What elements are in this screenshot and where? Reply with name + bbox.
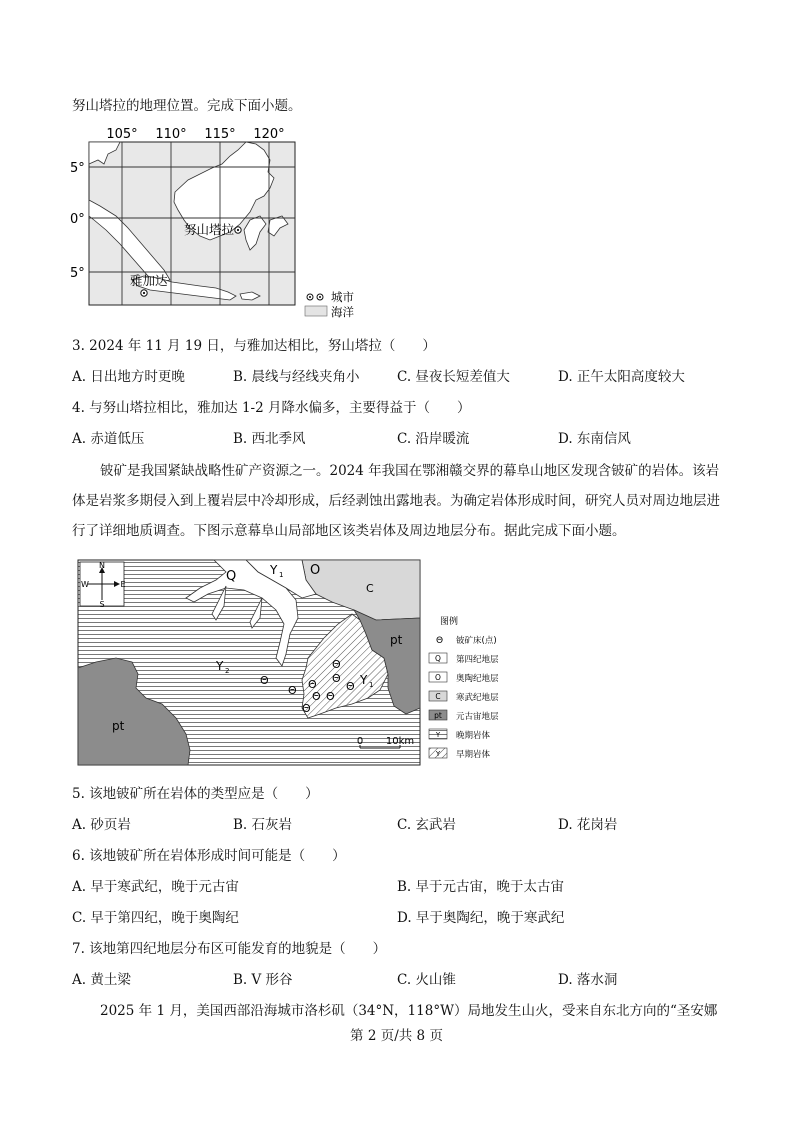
legend-ocean-label: 海洋 (331, 305, 354, 319)
mufushan-geology-map (76, 558, 522, 770)
legend-city-label: 城市 (331, 290, 354, 304)
q4-option-b[interactable]: B. 西北季风 (233, 431, 306, 447)
compass-rose (80, 561, 126, 609)
svg-text:Y: Y (435, 750, 441, 758)
q3-option-b[interactable]: B. 晨线与经线夹角小 (233, 369, 360, 385)
lat-label-5s: 5° (70, 266, 85, 281)
q6-option-a[interactable]: A. 早于寒武纪，晚于元古宙 (72, 879, 239, 895)
q7-option-d[interactable]: D. 落水洞 (558, 972, 618, 988)
q5-option-a[interactable]: A. 砂页岩 (72, 817, 131, 833)
q7-option-a[interactable]: A. 黄土梁 (72, 972, 131, 988)
svg-text:pt: pt (434, 711, 442, 720)
svg-text:0: 0 (356, 736, 364, 747)
compass-w: W (81, 580, 89, 589)
deposit-point: Θ (326, 690, 335, 703)
question-4-stem: 4. 与努山塔拉相比，雅加达 1-2 月降水偏多，主要得益于（ ） (72, 400, 471, 416)
legend-text-ordovician: 奥陶纪地层 (456, 674, 499, 684)
deposit-point: Θ (288, 684, 297, 697)
legend-text-proterozoic: 元古宙地层 (456, 712, 499, 722)
q7-option-b[interactable]: B. V 形谷 (233, 972, 293, 988)
label-y1-sub: 1 (369, 681, 374, 689)
passage-beryllium: 铍矿是我国紧缺战略性矿产资源之一。2024 年我国在鄂湘赣交界的幕阜山地区发现含铍矿的岩体。该岩体是岩浆多期侵入到上覆岩层中冷却形成，后经剥蚀出露地表。为确定岩体形成时间，研究人员对周边地层进行了详细地质调查。下图示意幕阜山局部地区该类岩体及周边地层分布。据此完成下面小题。 (72, 463, 720, 539)
legend-text-deposit: 铍矿床(点) (456, 636, 497, 646)
question-7-stem: 7. 该地第四纪地层分布区可能发育的地貌是（ ） (72, 941, 387, 957)
q5-option-c[interactable]: C. 玄武岩 (397, 817, 456, 833)
label-pt-left: pt (112, 719, 125, 733)
label-y1-top-sub: 1 (279, 571, 284, 579)
lon-label-105: 105° (106, 127, 138, 142)
q3-option-d[interactable]: D. 正午太阳高度较大 (558, 369, 685, 385)
q4-option-a[interactable]: A. 赤道低压 (72, 431, 145, 447)
intro-line: 努山塔拉的地理位置。完成下面小题。 (72, 98, 302, 114)
nusantara-label: 努山塔拉 (184, 222, 235, 237)
q5-option-d[interactable]: D. 花岗岩 (558, 817, 618, 833)
legend-text-late: 晚期岩体 (456, 731, 491, 741)
lat-label-0: 0° (70, 212, 85, 227)
jakarta-label: 雅加达 (130, 273, 168, 288)
label-y2-sub: 2 (225, 667, 230, 675)
deposit-point: Θ (312, 690, 321, 703)
label-o: O (310, 563, 321, 578)
compass-n: N (99, 561, 105, 570)
label-q: Q (226, 569, 237, 584)
q7-option-c[interactable]: C. 火山锥 (397, 972, 456, 988)
deposit-point: Θ (308, 678, 317, 691)
svg-text:Y: Y (435, 731, 441, 739)
legend-text-quaternary: 第四纪地层 (456, 655, 499, 665)
legend-text-cambrian: 寒武纪地层 (456, 693, 499, 703)
indonesia-location-map (60, 120, 370, 325)
svg-text:Q: Q (435, 654, 441, 663)
legend-text-early: 早期岩体 (456, 750, 491, 760)
next-passage-start: 2025 年 1 月，美国西部沿海城市洛杉矶（34°N，118°W）局地发生山火，受来自东北方向的“圣安娜 (100, 1003, 718, 1019)
deposit-point: Θ (332, 672, 341, 685)
label-y1: Y (360, 673, 368, 687)
deposit-point: Θ (302, 702, 311, 715)
svg-text:10km: 10km (385, 736, 415, 747)
lat-label-5n: 5° (70, 161, 85, 176)
compass-e: E (120, 580, 126, 589)
lon-label-115: 115° (204, 127, 236, 142)
svg-text:C: C (435, 692, 441, 701)
legend-ocean-swatch (305, 306, 327, 316)
question-6-stem: 6. 该地铍矿所在岩体形成时间可能是（ ） (72, 848, 346, 864)
q5-option-b[interactable]: B. 石灰岩 (233, 817, 293, 833)
deposit-point: Θ (260, 674, 269, 687)
deposit-point: Θ (332, 658, 341, 671)
q6-option-b[interactable]: B. 早于元古宙，晚于太古宙 (397, 879, 565, 895)
q6-option-c[interactable]: C. 早于第四纪，晚于奥陶纪 (72, 910, 239, 926)
question-5-stem: 5. 该地铍矿所在岩体的类型应是（ ） (72, 786, 319, 802)
compass-s: S (99, 600, 105, 609)
lon-label-110: 110° (155, 127, 187, 142)
question-3-stem: 3. 2024 年 11 月 19 日，与雅加达相比，努山塔拉（ ） (72, 338, 436, 354)
q4-option-d[interactable]: D. 东南信风 (558, 431, 631, 447)
lon-label-120: 120° (253, 127, 285, 142)
label-y2: Y (216, 659, 224, 673)
page-footer: 第 2 页/共 8 页 (350, 1028, 443, 1044)
q4-option-c[interactable]: C. 沿岸暖流 (397, 431, 470, 447)
deposit-point: Θ (346, 680, 355, 693)
q6-option-d[interactable]: D. 早于奥陶纪，晚于寒武纪 (397, 910, 565, 926)
q3-option-c[interactable]: C. 昼夜长短差值大 (397, 369, 510, 385)
legend-title: 图例 (440, 617, 459, 627)
legend-sym-deposit: Θ (436, 636, 444, 646)
label-y1-top: Y (270, 563, 278, 577)
label-c: C (366, 582, 374, 595)
q3-option-a[interactable]: A. 日出地方时更晚 (72, 369, 185, 385)
map2-legend (429, 615, 499, 760)
label-pt-right: pt (390, 633, 403, 647)
svg-text:O: O (435, 673, 441, 682)
